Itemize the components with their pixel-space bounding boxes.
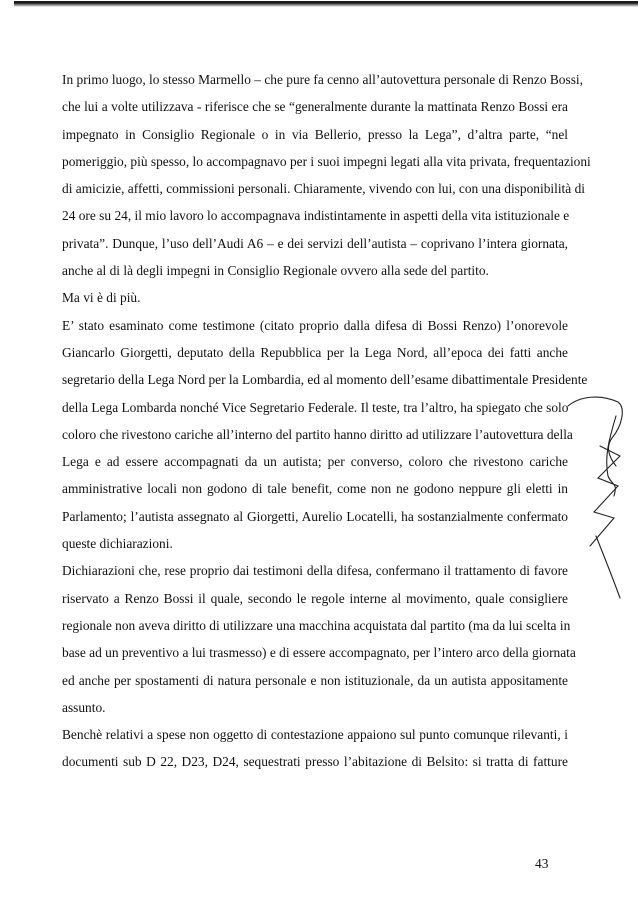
- text-line: queste dichiarazioni.: [62, 536, 173, 552]
- text-line: E’ stato esaminato come testimone (citato proprio dalla difesa di Bossi Renzo) l’onorevole: [62, 317, 568, 333]
- text-line: Lega e ad essere accompagnati da un autista; per converso, coloro che rivestono cariche: [62, 454, 568, 470]
- text-line: Dichiarazioni che, rese proprio dai testimoni della difesa, confermano il trattamento di favore: [62, 563, 568, 579]
- text-line: regionale non aveva diritto di utilizzare una macchina acquistata dal partito (ma da lui scelta in: [62, 617, 571, 633]
- text-line: In primo luogo, lo stesso Marmello – che pure fa cenno all’autovettura personale di Renzo Bossi,: [62, 72, 583, 87]
- text-line: Ma vi è di più.: [62, 290, 141, 306]
- text-line: di amicizie, affetti, commissioni personali. Chiaramente, vivendo con lui, con una disponibilità di: [62, 181, 585, 197]
- text-line: segretario della Lega Nord per la Lombardia, ed al momento dell’esame dibattimentale Presidente: [62, 372, 588, 388]
- text-line: ed anche per spostamenti di natura personale e non istituzionale, da un autista appositamente: [62, 672, 568, 688]
- text-line: Giancarlo Giorgetti, deputato della Repubblica per la Lega Nord, all’epoca dei fatti anche: [62, 344, 568, 360]
- text-line: Benchè relativi a spese non oggetto di contestazione appaiono sul punto comunque rilevanti, i: [62, 727, 568, 743]
- handwritten-signature: [560, 386, 630, 606]
- text-line: pomeriggio, più spesso, lo accompagnavo per i suoi impegni legati alla vita privata, frequentazioni: [62, 153, 591, 169]
- text-line: assunto.: [62, 699, 106, 715]
- text-line: impegnato in Consiglio Regionale o in via Bellerio, presso la Lega”, d’altra parte, “nel: [62, 126, 568, 142]
- text-line: che lui a volte utilizzava - riferisce che se “generalmente durante la mattinata Renzo Bossi era: [62, 99, 568, 115]
- text-line: documenti sub D 22, D23, D24, sequestrati presso l’abitazione di Belsito: si tratta di fatture: [62, 754, 568, 770]
- text-line: privata”. Dunque, l’uso dell’Audi A6 – e dei servizi dell’autista – coprivano l’intera giornata,: [62, 235, 568, 251]
- text-line: base ad un preventivo a lui trasmesso) e di essere accompagnato, per l’intero arco della giornata: [62, 645, 576, 661]
- page-number: 43: [535, 856, 549, 871]
- text-line: anche al di là degli impegni in Consiglio Regionale ovvero alla sede del partito.: [62, 263, 489, 279]
- top-border-line: [14, 1, 638, 7]
- text-line: riservato a Renzo Bossi il quale, secondo le regole interne al movimento, quale consigliere: [62, 590, 568, 606]
- text-line: coloro che rivestono cariche all’interno del partito hanno diritto ad utilizzare l’autovettura della: [62, 426, 573, 442]
- text-line: amministrative locali non godono di tale benefit, come non ne godono neppure gli eletti in: [62, 481, 568, 497]
- document-body: [62, 66, 591, 776]
- text-line: 24 ore su 24, il mio lavoro lo accompagnava indistintamente in aspetti della vita istituzionale e: [62, 208, 570, 224]
- text-line: della Lega Lombarda nonché Vice Segretario Federale. Il teste, tra l’altro, ha spiegato che solo: [62, 399, 569, 415]
- text-line: Parlamento; l’autista assegnato al Giorgetti, Aurelio Locatelli, ha sostanzialmente confermato: [62, 508, 568, 524]
